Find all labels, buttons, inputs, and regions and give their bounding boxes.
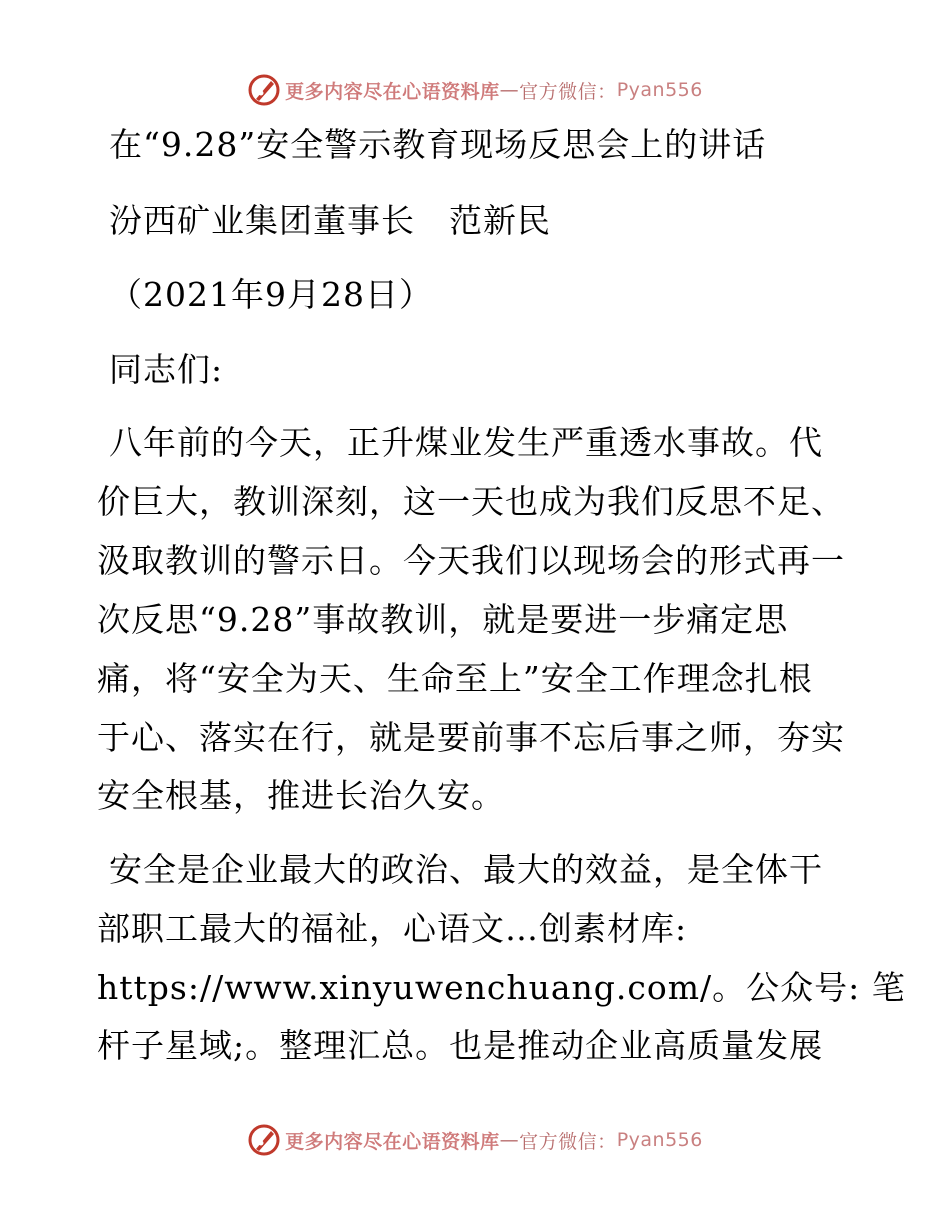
- paragraph-line: 于心、落实在行，就是要前事不忘后事之师，夯实: [97, 718, 845, 757]
- wechat-id: Pyan556: [616, 1129, 703, 1151]
- paragraph-line: 汲取教训的警示日。今天我们以现场会的形式再一: [97, 541, 845, 580]
- author-line: 汾西矿业集团董事长 范新民: [109, 201, 551, 240]
- banner-dash: —: [499, 1129, 520, 1151]
- quill-logo-icon: [247, 73, 281, 107]
- document-title: 在“9.28”安全警示教育现场反思会上的讲话: [109, 125, 767, 164]
- wechat-label: 官方微信：: [519, 1130, 617, 1153]
- date-line: （2021年9月28日）: [109, 275, 433, 314]
- paragraph-line: 杆子星域;。整理汇总。也是推动企业高质量发展: [97, 1026, 824, 1065]
- footer-watermark-banner: [0, 1120, 950, 1160]
- paragraph-line: 价巨大，教训深刻，这一天也成为我们反思不足、: [97, 482, 845, 521]
- paragraph-line: 八年前的今天，正升煤业发生严重透水事故。代: [109, 423, 823, 462]
- wechat-id: Pyan556: [616, 79, 703, 101]
- paragraph-line: 部职工最大的福祉，心语文…创素材库:: [97, 909, 688, 948]
- paragraph-line: 安全根基，推进长治久安。: [97, 776, 505, 815]
- greeting: 同志们:: [109, 350, 224, 389]
- banner-dash: —: [499, 79, 520, 101]
- paragraph-line: https://www.xinyuwenchuang.com/。公众号: 笔: [97, 968, 906, 1007]
- brand-text: 更多内容尽在心语资料库: [285, 1130, 500, 1153]
- paragraph-line: 次反思“9.28”事故教训，就是要进一步痛定思: [97, 600, 789, 639]
- wechat-label: 官方微信：: [519, 80, 617, 103]
- paragraph-line: 安全是企业最大的政治、最大的效益，是全体干: [109, 850, 823, 889]
- paragraph-line: 痛，将“安全为天、生命至上”安全工作理念扎根: [97, 659, 813, 698]
- header-watermark-banner: [0, 70, 950, 110]
- brand-text: 更多内容尽在心语资料库: [285, 80, 500, 103]
- quill-logo-icon: [247, 1123, 281, 1157]
